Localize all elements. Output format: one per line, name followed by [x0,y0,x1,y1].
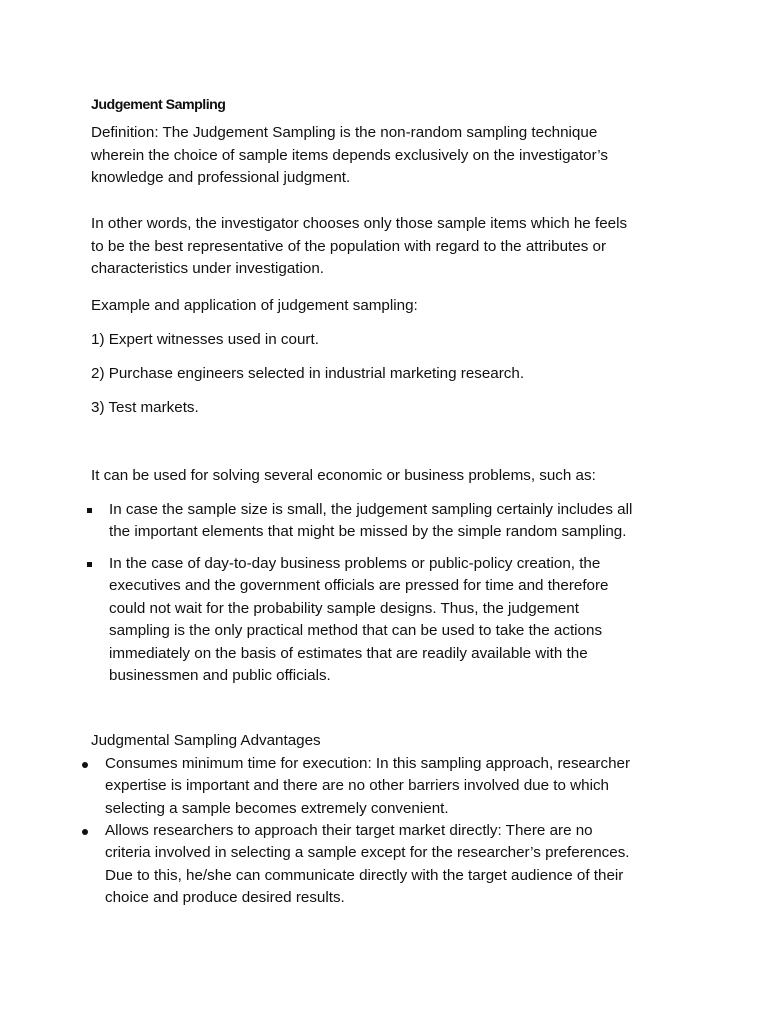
advantage-item-line: expertise is important and there are no other barriers involved due to which [105,777,609,795]
advantage-item [105,753,630,820]
document-title: Judgement Sampling [91,97,226,113]
use-item-line: the important elements that might be missed by the simple random sampling. [109,523,627,541]
advantage-item-line: choice and produce desired results. [105,889,345,907]
example-item: 3) Test markets. [91,399,199,416]
round-bullet-icon [82,829,88,835]
advantage-item-line: Due to this, he/she can communicate directly with the target audience of their [105,866,624,884]
example-item: 2) Purchase engineers selected in industrial marketing research. [91,365,525,382]
definition-line: knowledge and professional judgment. [91,169,351,187]
advantage-item-line: Allows researchers to approach their target market directly: There are no [105,822,593,839]
advantage-item-line: Consumes minimum time for execution: In this sampling approach, researcher [105,755,631,772]
definition-line: wherein the choice of sample items depends exclusively on the investigator’s [91,146,608,164]
use-item-line: In the case of day-to-day business problems or public-policy creation, the [109,555,601,572]
advantages-heading: Judgmental Sampling Advantages [91,732,321,749]
advantage-item [105,820,630,910]
use-item [109,499,632,544]
advantage-item-line: criteria involved in selecting a sample except for the researcher’s preferences. [105,844,630,862]
example-heading: Example and application of judgement sampling: [91,297,418,314]
other-words-line: to be the best representative of the population with regard to the attributes or [91,237,607,255]
use-item-line: sampling is the only practical method that can be used to take the actions [109,622,603,640]
use-item-line: immediately on the basis of estimates that are readily available with the [109,644,588,662]
definition-paragraph [91,122,608,190]
other-words-line: In other words, the investigator chooses only those sample items which he feels [91,215,628,232]
uses-intro: It can be used for solving several economic or business problems, such as: [91,467,596,484]
other-words-paragraph [91,213,627,281]
example-item: 1) Expert witnesses used in court. [91,331,319,348]
use-item [109,553,609,687]
definition-line: Definition: The Judgement Sampling is the non-random sampling technique [91,124,598,141]
advantage-item-line: selecting a sample becomes extremely convenient. [105,799,449,817]
use-item-line: executives and the government officials are pressed for time and therefore [109,577,609,595]
square-bullet-icon [87,508,92,513]
round-bullet-icon [82,762,88,768]
other-words-line: characteristics under investigation. [91,260,324,278]
square-bullet-icon [87,562,92,567]
use-item-line: businessmen and public officials. [109,667,331,685]
use-item-line: In case the sample size is small, the judgement sampling certainly includes all [109,501,633,518]
use-item-line: could not wait for the probability sample designs. Thus, the judgement [109,599,579,617]
